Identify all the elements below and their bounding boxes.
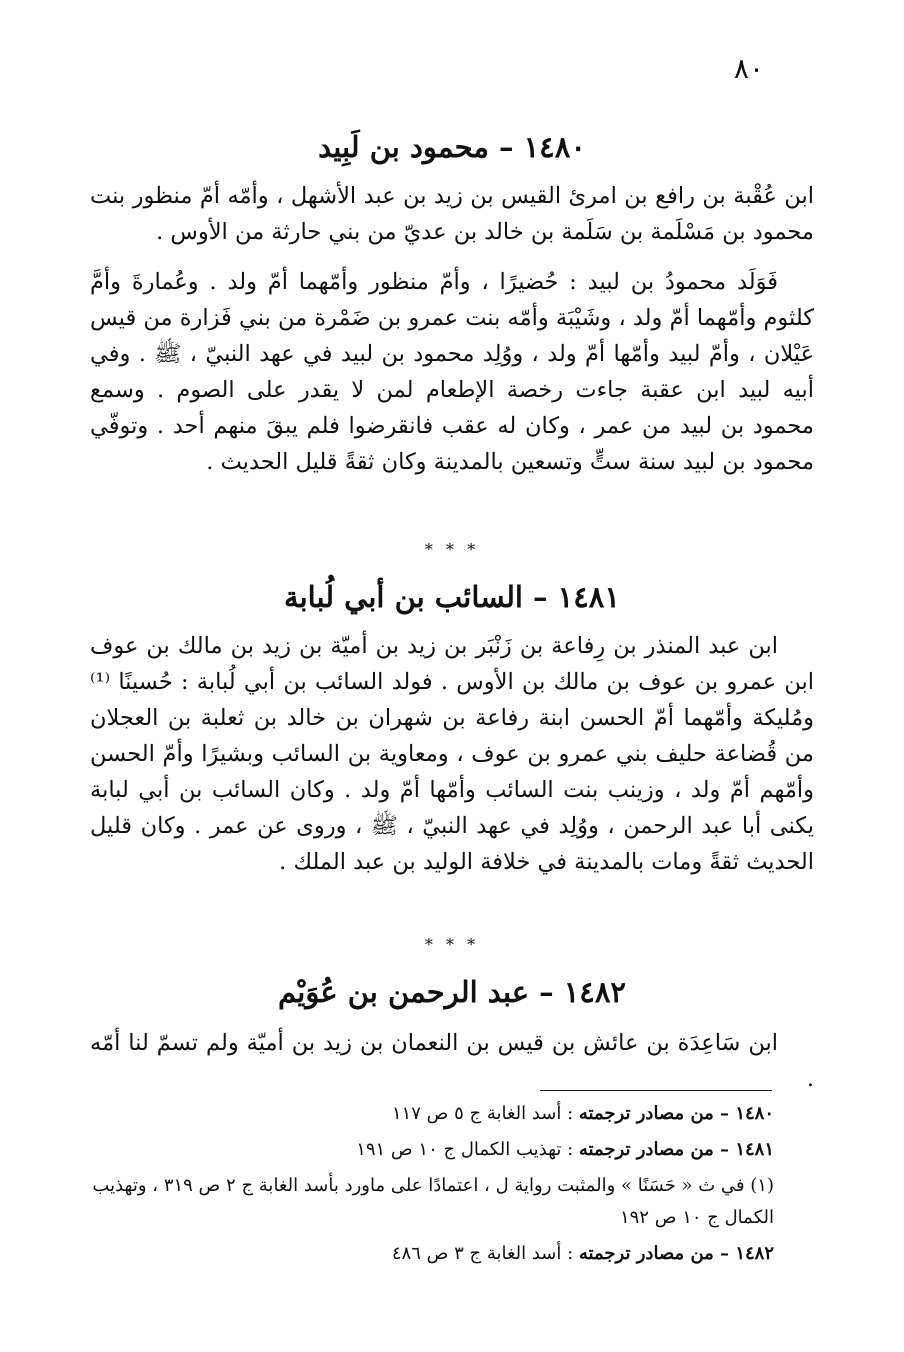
footnote-1481: [70, 1134, 774, 1166]
footnote-label: ١٤٨٢ – من مصادر ترجمته: [578, 1243, 774, 1264]
footnote-text: : أسد الغابة ج ٥ ص ١١٧: [391, 1103, 579, 1124]
footnote-label: ١٤٨٠ – من مصادر ترجمته: [578, 1103, 774, 1124]
entry-heading-1482: ١٤٨٢ – عبد الرحمن بن عُوَيْم: [277, 975, 627, 1009]
entry-heading-1480: ١٤٨٠ – محمود بن لَبِيد: [318, 130, 586, 164]
entry-1482-body: ابن سَاعِدَة بن عائش بن قيس بن النعمان بن زيد بن أميّة ولم تسمّ لنا أمّه .: [90, 1030, 814, 1092]
footnote-text: : أسد الغابة ج ٣ ص ٤٨٦: [391, 1243, 579, 1264]
footnote-1480: [70, 1098, 774, 1130]
section-separator: * * *: [424, 540, 480, 559]
footnote-label: ١٤٨١ – من مصادر ترجمته: [578, 1139, 774, 1160]
footnote-text: : تهذيب الكمال ج ١٠ ص ١٩١: [356, 1139, 579, 1160]
section-separator: * * *: [424, 935, 480, 954]
footnote-note-1: [70, 1170, 774, 1234]
entry-1480-lineage: ابن عُقْبة بن رافع بن امرئ القيس بن زيد بن عبد الأشهل ، وأمّه أمّ منظور بنت محمود بن مَسْلَمة بن سَلَمة بن خالد بن عديّ من بني حارثة من الأوس .: [90, 183, 814, 245]
entry-1481-body: ابن عبد المنذر بن رِفاعة بن زَنْبَر بن زيد بن أميّة بن زيد بن مالك بن عوف ابن عمرو بن عوف بن مالك بن الأوس . فولد السائب بن أبي لُبابة : حُسينًا ⁽¹⁾ ومُليكة وأمّهما أمّ الحسن ابنة رفاعة بن شهران بن خالد بن ثعلبة بن العجلان من قُضاعة حليف بني عمرو بن عوف ، ومعاوية بن السائب وبشيرًا وأمّ الحسن وأمّهم أمّ ولد ، وزينب بنت السائب وأمّها أمّ ولد . وكان السائب بن أبي لبابة يكنى أبا عبد الرحمن ، ووُلِد في عهد النبيّ ، ﷺ ، وروى عن عمر . وكان قليل الحديث ثقةً ومات بالمدينة في خلافة الوليد بن عبد الملك .: [90, 633, 814, 875]
page-number: ٨٠: [733, 52, 764, 85]
footnote-1482: [70, 1238, 774, 1270]
entry-1480-body: فَوَلَد محمودُ بن لبيد : حُضيرًا ، وأمّ منظور وأمّهما أمّ ولد . وعُمارةَ وأمَّ كلثوم وأمّهما أمّ ولد ، وشَيْبَة وأمّه بنت عمرو بن ضَمْرة من بني فَزارة من قيس عَيْلان ، وأمّ لبيد وأمّها أمّ ولد ، ووُلِد محمود بن لبيد في عهد النبيّ ، ﷺ . وفي أبيه لبيد ابن عقبة جاءت رخصة الإطعام لمن لا يقدر على الصوم . وسمع محمود بن لبيد من عمر ، وكان له عقب فانقرضوا فلم يبقَ منهم أحد . وتوفّي محمود بن لبيد سنة ستٍّ وتسعين بالمدينة وكان ثقةً قليل الحديث .: [90, 269, 814, 475]
footnote-text: (١) في ث « حَسَنًا » والمثبت رواية ل ، اعتمادًا على ماورد بأسد الغابة ج ٢ ص ٣١٩ ، وتهذيب الكمال ج ١٠ ص ١٩٢: [92, 1175, 774, 1228]
footnote-divider: [540, 1090, 772, 1091]
entry-heading-1481: ١٤٨١ – السائب بن أبي لُبابة: [284, 580, 620, 614]
